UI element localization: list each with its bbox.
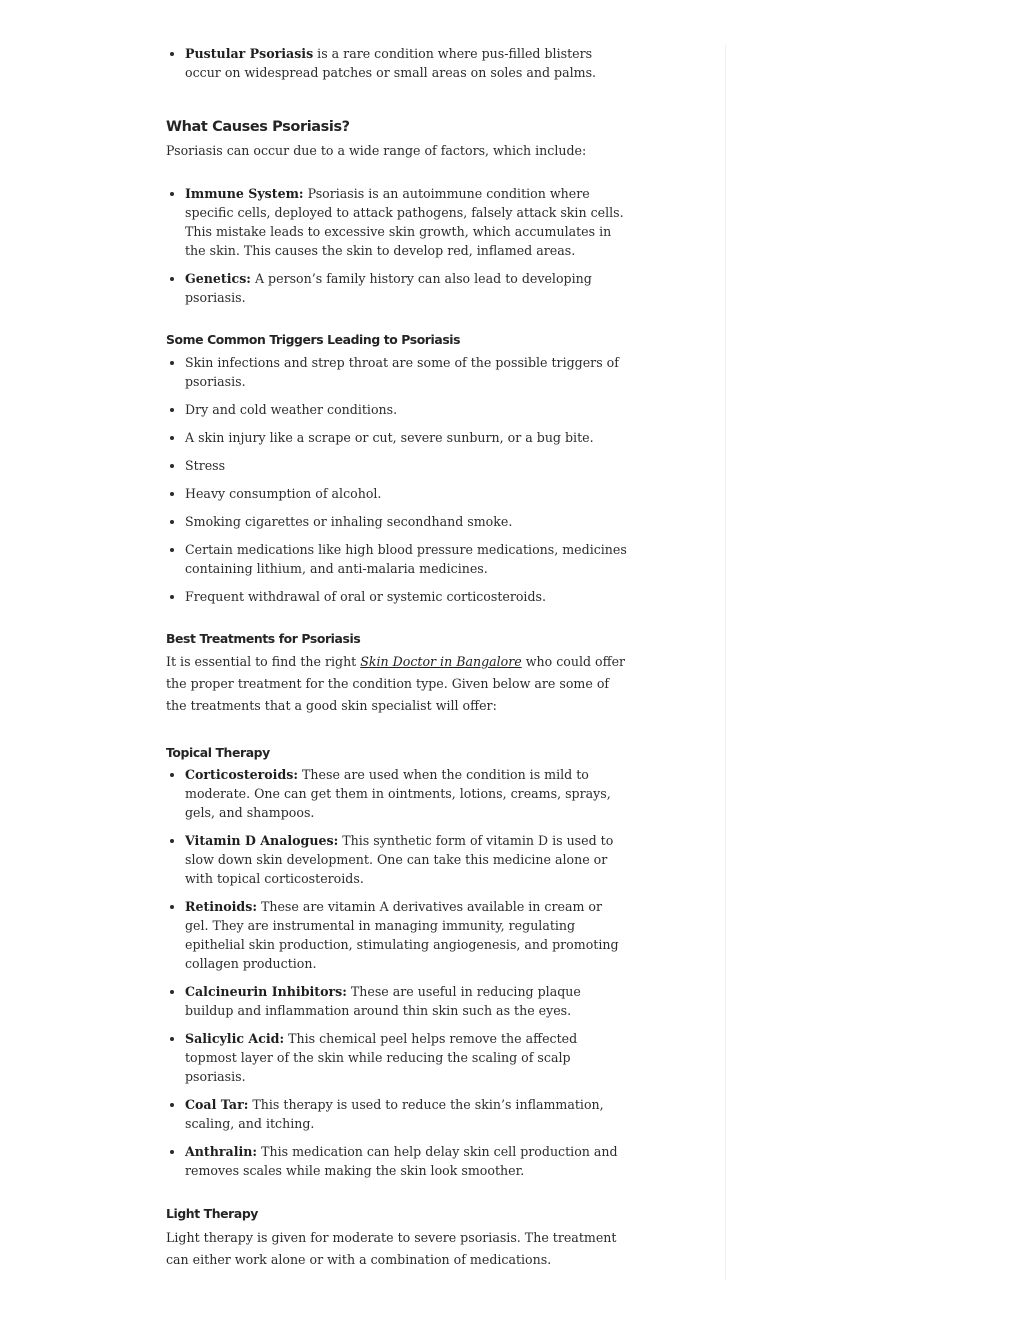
skin-doctor-link[interactable]: Skin Doctor in Bangalore: [360, 654, 522, 669]
list-item: [185, 1142, 628, 1180]
intro-text: It is essential to find the right: [166, 654, 361, 669]
term: Corticosteroids:: [185, 767, 299, 782]
term: Pustular Psoriasis: [185, 46, 314, 61]
description: This chemical peel helps remove the affected topmost layer of the skin while reducing the scaling of scalp psoriasis.: [185, 1031, 578, 1084]
list-item: [185, 1095, 628, 1133]
list-item: [185, 897, 628, 973]
term: Salicylic Acid:: [185, 1031, 285, 1046]
list-item: • Stress: [185, 456, 628, 475]
topical-heading: Topical Therapy: [166, 745, 270, 760]
list-item: [185, 269, 628, 307]
causes-heading: What Causes Psoriasis?: [166, 119, 350, 135]
causes-list: [166, 184, 628, 307]
term: Genetics:: [185, 271, 251, 286]
description: Psoriasis is an autoimmune condition where specific cells, deployed to attack pathogens, falsely attack skin cells. This mistake leads to excessive skin growth, which accumulates in the skin. This causes the skin to develop red, inflamed areas.: [185, 186, 624, 258]
triggers-heading: Some Common Triggers Leading to Psoriasis: [166, 332, 461, 347]
description: These are used when the condition is mild to moderate. One can get them in ointments, lotions, creams, sprays, gels, and shampoos.: [185, 767, 611, 820]
intro-text: who could offer the proper treatment for the condition type. Given below are some of the treatments that a good skin specialist will offer:: [166, 654, 626, 713]
list-item: [185, 831, 628, 888]
term: Coal Tar:: [185, 1097, 249, 1112]
triggers-list: [166, 353, 628, 606]
list-item: • Dry and cold weather conditions.: [185, 400, 628, 419]
topical-list: [166, 765, 628, 1180]
psoriasis-types-list: [166, 44, 628, 82]
description: These are useful in reducing plaque buildup and inflammation around thin skin such as the eyes.: [185, 984, 581, 1018]
description: These are vitamin A derivatives available in cream or gel. They are instrumental in managing immunity, regulating epithelial skin production, stimulating angiogenesis, and promoting collagen production.: [185, 899, 619, 971]
list-item: [185, 1029, 628, 1086]
term: Anthralin:: [185, 1144, 258, 1159]
description: A person’s family history can also lead to developing psoriasis.: [185, 271, 592, 305]
light-therapy-heading: Light Therapy: [166, 1206, 258, 1221]
list-item: [185, 982, 628, 1020]
description: This medication can help delay skin cell production and removes scales while making the skin look smoother.: [185, 1144, 618, 1178]
light-therapy-text: Light therapy is given for moderate to severe psoriasis. The treatment can either work alone or with a combination of medications.: [166, 1230, 617, 1267]
list-item: [185, 765, 628, 822]
treatments-heading: Best Treatments for Psoriasis: [166, 631, 361, 646]
description: is a rare condition where pus-filled blisters occur on widespread patches or small areas on soles and palms.: [185, 46, 597, 80]
causes-intro: Psoriasis can occur due to a wide range of factors, which include:: [166, 143, 587, 158]
list-item: • Skin infections and strep throat are some of the possible triggers of psoriasis.: [185, 353, 628, 391]
description: This synthetic form of vitamin D is used to slow down skin development. One can take this medicine alone or with topical corticosteroids.: [185, 833, 614, 886]
list-item: • Heavy consumption of alcohol.: [185, 484, 628, 503]
list-item: • Frequent withdrawal of oral or systemic corticosteroids.: [185, 587, 628, 606]
term: Vitamin D Analogues:: [185, 833, 339, 848]
term: Retinoids:: [185, 899, 257, 914]
list-item: • Certain medications like high blood pressure medications, medicines containing lithium, and anti-malaria medicines.: [185, 540, 628, 578]
sidebar-divider: [725, 45, 726, 1280]
list-item: [185, 44, 628, 82]
list-item: • Smoking cigarettes or inhaling secondhand smoke.: [185, 512, 628, 531]
list-item: • A skin injury like a scrape or cut, severe sunburn, or a bug bite.: [185, 428, 628, 447]
list-item: [185, 184, 628, 260]
term: Calcineurin Inhibitors:: [185, 984, 347, 999]
term: Immune System:: [185, 186, 304, 201]
description: This therapy is used to reduce the skin’s inflammation, scaling, and itching.: [185, 1097, 604, 1131]
article-body: [166, 44, 628, 1271]
treatments-intro: [166, 651, 628, 717]
